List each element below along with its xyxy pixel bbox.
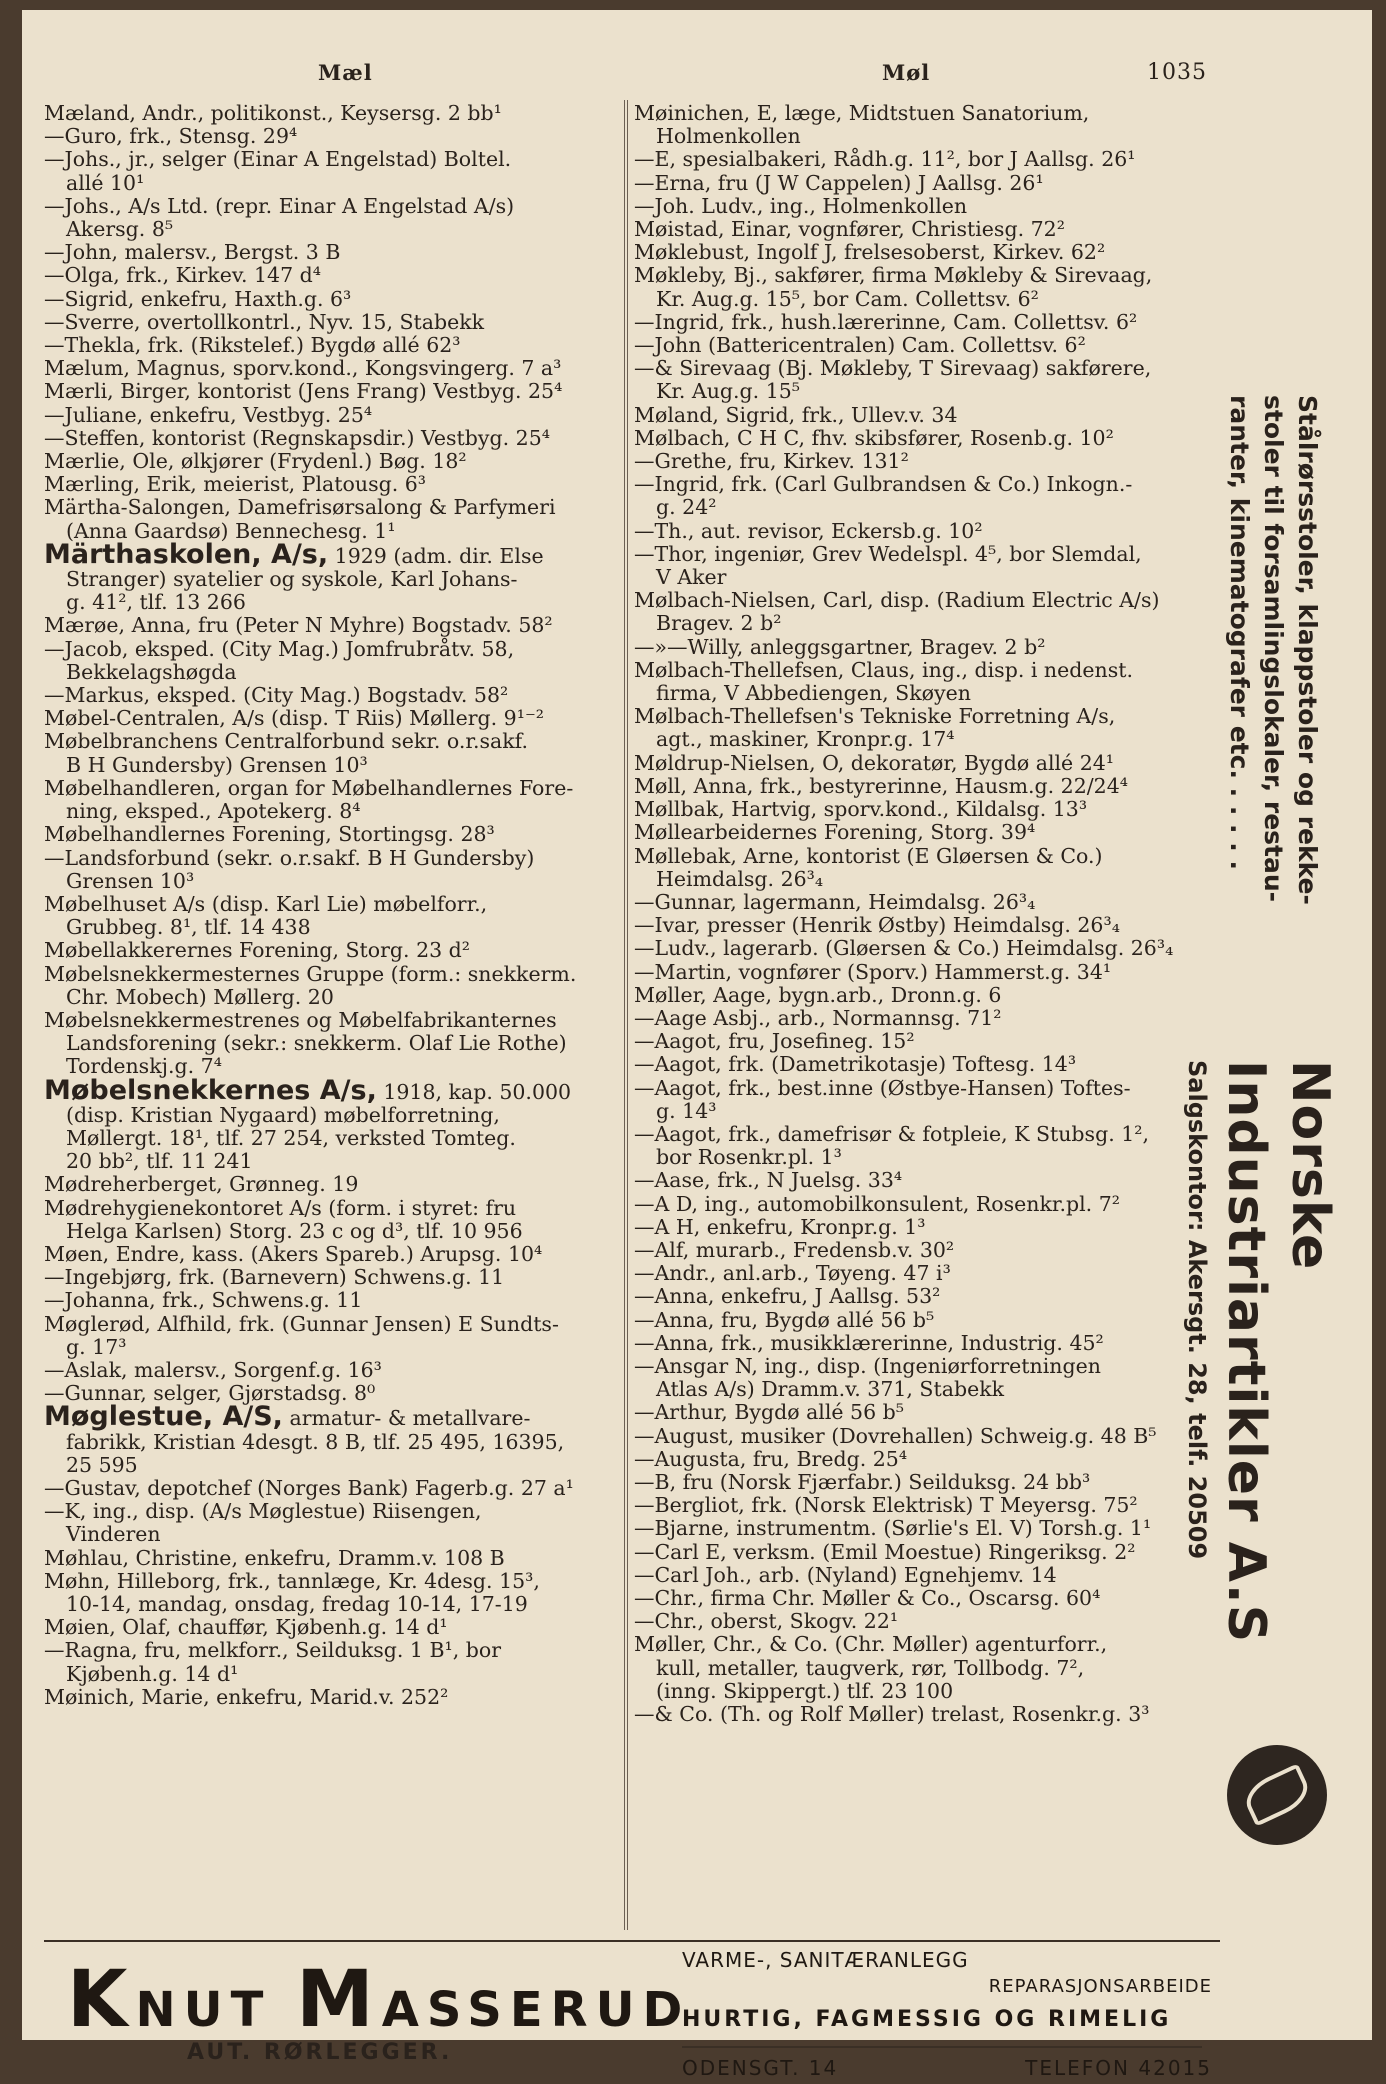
- directory-entry: [44, 1197, 619, 1243]
- entry-line: Møklebust, Ingolf J, frelsesoberst, Kirkev. 62²: [634, 240, 1106, 265]
- directory-entry: [634, 1633, 1219, 1703]
- side-ad-chairs: [1225, 395, 1324, 955]
- directory-entry: [634, 195, 1219, 218]
- directory-entry: [44, 450, 619, 473]
- entry-line: —Juliane, enkefru, Vestbyg. 25⁴: [44, 402, 373, 427]
- directory-entry: [44, 241, 619, 264]
- entry-continuation: Grubbeg. 8¹, tlf. 14 438: [66, 915, 311, 940]
- entry-continuation: fabrikk, Kristian 4desgt. 8 B, tlf. 25 495, 16395,: [66, 1429, 565, 1454]
- header-right-guide-word: Møl: [882, 60, 931, 85]
- side-ad-industriartikler: [1183, 1060, 1342, 1700]
- ad-initial-k: K: [67, 1955, 136, 2045]
- directory-entry: [634, 172, 1219, 195]
- directory-entry: [44, 1686, 619, 1709]
- page-number: 1035: [1147, 60, 1207, 85]
- entry-continuation: (disp. Kristian Nygaard) møbelforretning,: [66, 1102, 500, 1127]
- directory-entry: [634, 1425, 1219, 1448]
- directory-entry: [634, 1703, 1219, 1726]
- directory-entry: [634, 1285, 1219, 1308]
- directory-entry: [634, 1564, 1219, 1587]
- bottom-ad-rule: [44, 1940, 1220, 1942]
- directory-entry: [44, 1359, 619, 1382]
- directory-entry: [44, 1289, 619, 1312]
- entry-highlight-name: Märthaskolen, A/s,: [44, 538, 329, 570]
- directory-entry: [634, 264, 1219, 310]
- entry-line: —Aagot, frk., best.inne (Østbye-Hansen) Toftes-: [634, 1075, 1131, 1100]
- right-column: [634, 102, 1219, 1726]
- entry-line: Mærlie, Ole, ølkjører (Frydenl.) Bøg. 18²: [44, 449, 467, 474]
- entry-line: —Aagot, frk. (Dametrikotasje) Toftesg. 14³: [634, 1052, 1077, 1077]
- directory-entry: [44, 1313, 619, 1359]
- entry-line: Møhlau, Christine, enkefru, Dramm.v. 108 B: [44, 1545, 505, 1570]
- directory-entry: [634, 1309, 1219, 1332]
- entry-line: Mølbach-Thellefsen, Claus, ing., disp. i nedenst.: [634, 657, 1133, 682]
- entry-line: Møland, Sigrid, frk., Ullev.v. 34: [634, 402, 958, 427]
- entry-continuation: bor Rosenkr.pl. 1³: [656, 1145, 842, 1170]
- directory-entry: [634, 984, 1219, 1007]
- ad-phone: TELEFON 42015: [1025, 2056, 1212, 2080]
- directory-entry: [44, 1266, 619, 1289]
- directory-entry: [44, 939, 619, 962]
- entry-line: Møller, Aage, bygn.arb., Dronn.g. 6: [634, 982, 1002, 1007]
- entry-line: Møhn, Hilleborg, frk., tannlæge, Kr. 4desg. 15³,: [44, 1568, 540, 1593]
- entry-line-text: 1918, kap. 50.000: [376, 1079, 572, 1104]
- entry-line: —A H, enkefru, Kronpr.g. 1³: [634, 1214, 926, 1239]
- entry-continuation: (inng. Skippergt.) tlf. 23 100: [656, 1678, 954, 1703]
- directory-entry: [44, 1639, 619, 1685]
- directory-entry: [634, 450, 1219, 473]
- directory-entry: [634, 589, 1219, 635]
- directory-entry: [634, 775, 1219, 798]
- entry-continuation: Kjøbenh.g. 14 d¹: [66, 1661, 239, 1686]
- entry-line: Mølbach-Thellefsen's Tekniske Forretning A/s,: [634, 704, 1116, 729]
- directory-entry: [44, 1173, 619, 1196]
- directory-entry: [634, 1007, 1219, 1030]
- entry-line: Møllebak, Arne, kontorist (E Gløersen & Co.): [634, 843, 1103, 868]
- directory-page: [22, 10, 1372, 2080]
- entry-line: Møbel-Centralen, A/s (disp. T Riis) Møllerg. 9¹⁻²: [44, 706, 544, 731]
- directory-entry: [634, 404, 1219, 427]
- directory-entry: [634, 821, 1219, 844]
- directory-entry: [44, 102, 619, 125]
- ad-address: ODENSGT. 14: [682, 2056, 839, 2080]
- entry-line: [44, 538, 619, 570]
- header-left-guide-word: Mæl: [318, 60, 373, 85]
- directory-entry: [634, 1030, 1219, 1053]
- directory-entry: [634, 914, 1219, 937]
- directory-entry: [44, 1401, 619, 1477]
- entry-line: —Erna, fru (J W Cappelen) J Aallsg. 26¹: [634, 170, 1044, 195]
- directory-entry: [634, 1077, 1219, 1123]
- entry-continuation: Holmenkollen: [656, 124, 801, 149]
- directory-entry: [44, 684, 619, 707]
- side-ad-chairs-line1: Stålrørsstoler, klappstoler og rekke-: [1293, 395, 1322, 905]
- entry-line: —Andr., anl.arb., Tøyeng. 47 i³: [634, 1261, 951, 1286]
- directory-entry: [634, 961, 1219, 984]
- entry-continuation: Helga Karlsen) Storg. 23 c og d³, tlf. 10 956: [66, 1218, 523, 1243]
- entry-line: Møbellakkerernes Forening, Storg. 23 d²: [44, 938, 471, 963]
- entry-line: —B, fru (Norsk Fjærfabr.) Seilduksg. 24 bb³: [634, 1469, 1091, 1494]
- entry-line: —Gustav, depotchef (Norges Bank) Fagerb.g. 27 a¹: [44, 1475, 574, 1500]
- entry-line: Møen, Endre, kass. (Akers Spareb.) Arupsg. 10⁴: [44, 1241, 543, 1266]
- directory-entry: [44, 380, 619, 403]
- directory-entry: [44, 638, 619, 684]
- ad-initial-m: M: [296, 1955, 382, 2045]
- entry-line: —Bergliot, frk. (Norsk Elektrisk) T Meyersg. 75²: [634, 1493, 1138, 1518]
- directory-entry: [634, 891, 1219, 914]
- entry-line: Møll, Anna, frk., bestyrerinne, Hausm.g. 22/24⁴: [634, 773, 1128, 798]
- directory-entry: [634, 1262, 1219, 1285]
- entry-line: —Johanna, frk., Schwens.g. 11: [44, 1288, 363, 1313]
- directory-entry: [44, 195, 619, 241]
- directory-entry: [44, 496, 619, 542]
- entry-continuation: g. 41², tlf. 13 266: [66, 590, 246, 615]
- entry-line: —Aagot, frk., damefrisør & fotpleie, K Stubsg. 1²,: [634, 1121, 1150, 1146]
- entry-line: Møkleby, Bj., sakfører, firma Møkleby & Sirevaag,: [634, 263, 1153, 288]
- entry-line-text: 1929 (adm. dir. Else: [328, 543, 544, 568]
- directory-entry: [634, 241, 1219, 264]
- entry-line: —Aase, frk., N Juelsg. 33⁴: [634, 1168, 903, 1193]
- entry-line: —Jacob, eksped. (City Mag.) Jomfrubråtv. 58,: [44, 636, 515, 661]
- directory-entry: [44, 404, 619, 427]
- entry-line: —Thor, ingeniør, Grev Wedelspl. 4⁵, bor Slemdal,: [634, 541, 1142, 566]
- directory-entry: [634, 1587, 1219, 1610]
- entry-line: —Steffen, kontorist (Regnskapsdir.) Vestbyg. 25⁴: [44, 425, 550, 450]
- entry-line: —John, malersv., Bergst. 3 B: [44, 240, 341, 265]
- entry-line: Mølbach, C H C, fhv. skibsfører, Rosenb.g. 10²: [634, 425, 1114, 450]
- directory-entry: [634, 102, 1219, 148]
- directory-entry: [634, 473, 1219, 519]
- directory-entry: [634, 1216, 1219, 1239]
- entry-line: —Bjarne, instrumentm. (Sørlie's El. V) Torsh.g. 1¹: [634, 1516, 1152, 1541]
- directory-entry: [634, 334, 1219, 357]
- directory-entry: [634, 798, 1219, 821]
- entry-continuation: Landsforening (sekr.: snekkerm. Olaf Lie Rothe): [66, 1031, 567, 1056]
- directory-entry: [634, 1355, 1219, 1401]
- ad-contact: [682, 2056, 1212, 2084]
- entry-line: —Carl Joh., arb. (Nyland) Egnehjemv. 14: [634, 1562, 1057, 1587]
- entry-line: —Aage Asbj., arb., Normannsg. 71²: [634, 1005, 1002, 1030]
- entry-line: —Th., aut. revisor, Eckersb.g. 10²: [634, 518, 983, 543]
- entry-line: —Anna, frk., musikklærerinne, Industrig. 45²: [634, 1330, 1104, 1355]
- entry-line: —Ingebjørg, frk. (Barnevern) Schwens.g. 11: [44, 1265, 505, 1290]
- entry-continuation: V Aker: [656, 565, 727, 590]
- side-ad-chairs-line2: stoler til forsamlingslokaler, restau-: [1259, 395, 1288, 903]
- entry-continuation: Akersg. 8⁵: [66, 217, 174, 242]
- directory-entry: [634, 845, 1219, 891]
- entry-line: —E, spesialbakeri, Rådh.g. 11², bor J Aallsg. 26¹: [634, 147, 1136, 172]
- entry-line: [44, 1074, 619, 1106]
- side-ad-brand: Norske Industriartikler A.S: [1216, 1060, 1340, 1644]
- entry-line: Møller, Chr., & Co. (Chr. Møller) agenturforr.,: [634, 1632, 1108, 1657]
- column-divider: [624, 100, 625, 1930]
- entry-line: Møbelhandleren, organ for Møbelhandlernes Fore-: [44, 775, 574, 800]
- entry-line: —& Co. (Th. og Rolf Møller) trelast, Rosenkr.g. 3³: [634, 1702, 1150, 1727]
- entry-line: —Ansgar N, ing., disp. (Ingeniørforretningen: [634, 1353, 1101, 1378]
- directory-entry: [44, 1547, 619, 1570]
- entry-line: —Alf, murarb., Fredensb.v. 30²: [634, 1237, 955, 1262]
- entry-line: —Carl E, verksm. (Emil Moestue) Ringeriksg. 2²: [634, 1539, 1136, 1564]
- directory-entry: [44, 357, 619, 380]
- entry-line: Mølbach-Nielsen, Carl, disp. (Radium Electric A/s): [634, 588, 1160, 613]
- entry-line: —August, musiker (Dovrehallen) Schweig.g. 48 B⁵: [634, 1423, 1157, 1448]
- entry-continuation: Stranger) syatelier og syskole, Karl Johans-: [66, 567, 518, 592]
- ad-repairs: REPARASJONSARBEIDE: [988, 1976, 1212, 1997]
- entry-line: Märtha-Salongen, Damefrisørsalong & Parfymeri: [44, 495, 556, 520]
- directory-entry: [634, 636, 1219, 659]
- directory-entry: [44, 288, 619, 311]
- side-ad-sales-office: Salgskontor: Akersgt. 28, telf. 20509: [1183, 1060, 1211, 1560]
- entry-line: —Augusta, fru, Bredg. 25⁴: [634, 1446, 908, 1471]
- directory-entry: [634, 937, 1219, 960]
- entry-line: —Sigrid, enkefru, Haxth.g. 6³: [44, 286, 352, 311]
- directory-entry: [634, 427, 1219, 450]
- entry-continuation: allé 10¹: [66, 170, 145, 195]
- entry-line: —Aagot, fru, Josefineg. 15²: [634, 1029, 915, 1054]
- entry-continuation: Bekkelagshøgda: [66, 659, 237, 684]
- directory-entry: [44, 1477, 619, 1500]
- directory-entry: [634, 148, 1219, 171]
- directory-entry: [634, 1517, 1219, 1540]
- directory-entry: [634, 1610, 1219, 1633]
- entry-line: Møbelsnekkermesternes Gruppe (form.: snekkerm.: [44, 961, 577, 986]
- entry-line: Mødrehygienekontoret A/s (form. i styret: fru: [44, 1195, 517, 1220]
- directory-entry: [634, 357, 1219, 403]
- directory-entry: [44, 847, 619, 893]
- entry-line: —Landsforbund (sekr. o.r.sakf. B H Gundersby): [44, 845, 535, 870]
- directory-entry: [634, 1471, 1219, 1494]
- entry-line: —Johs., jr., selger (Einar A Engelstad) Boltel.: [44, 147, 512, 172]
- directory-entry: [44, 707, 619, 730]
- entry-line: Møbelhuset A/s (disp. Karl Lie) møbelforr.,: [44, 891, 488, 916]
- entry-line: —»—Willy, anleggsgartner, Bragev. 2 b²: [634, 634, 1046, 659]
- entry-continuation: 20 bb², tlf. 11 241: [66, 1149, 253, 1174]
- ad-services: VARME-, SANITÆRANLEGG: [682, 1948, 969, 1972]
- directory-entry: [634, 1541, 1219, 1564]
- entry-continuation: 25 595: [66, 1452, 138, 1477]
- entry-line: —Chr., firma Chr. Møller & Co., Oscarsg. 60⁴: [634, 1586, 1101, 1610]
- entry-line: Mærli, Birger, kontorist (Jens Frang) Vestbyg. 25⁴: [44, 379, 563, 404]
- entry-line: —John (Battericentralen) Cam. Collettsv. 6²: [634, 333, 1086, 358]
- entry-line: [44, 1401, 619, 1433]
- entry-line: —Ludv., lagerarb. (Gløersen & Co.) Heimdalsg. 26³₄: [634, 936, 1174, 961]
- directory-entry: [634, 1332, 1219, 1355]
- entry-continuation: g. 14³: [656, 1098, 717, 1123]
- bottom-ad-details: [682, 1948, 1212, 2084]
- entry-line: —Joh. Ludv., ing., Holmenkollen: [634, 193, 968, 218]
- company-logo-icon: [1227, 1745, 1327, 1845]
- directory-entry: [634, 1053, 1219, 1076]
- directory-entry: [634, 1401, 1219, 1424]
- entry-continuation: Atlas A/s) Dramm.v. 371, Stabekk: [656, 1377, 1005, 1402]
- entry-line: —Anna, enkefru, J Aallsg. 53²: [634, 1284, 941, 1309]
- directory-entry: [44, 730, 619, 776]
- entry-continuation: Chr. Mobech) Møllerg. 20: [66, 984, 334, 1009]
- entry-line: —Guro, frk., Stensg. 29⁴: [44, 124, 298, 149]
- directory-entry: [634, 520, 1219, 543]
- entry-line: —Thekla, frk. (Rikstelef.) Bygdø allé 62³: [44, 333, 461, 358]
- directory-entry: [634, 218, 1219, 241]
- directory-entry: [44, 473, 619, 496]
- entry-line: —Aslak, malersv., Sorgenf.g. 16³: [44, 1357, 382, 1382]
- entry-continuation: g. 24²: [656, 495, 717, 520]
- directory-entry: [44, 1074, 619, 1174]
- entry-line: —Ingrid, frk. (Carl Gulbrandsen & Co.) Inkogn.-: [634, 472, 1133, 497]
- entry-line: —Olga, frk., Kirkev. 147 d⁴: [44, 263, 321, 288]
- directory-entry: [634, 1169, 1219, 1192]
- entry-line: Mælum, Magnus, sporv.kond., Kongsvingerg. 7 a³: [44, 356, 562, 381]
- bottom-ad-company-name: [67, 1955, 690, 2045]
- directory-entry: [44, 311, 619, 334]
- entry-continuation: Heimdalsg. 26³₄: [656, 866, 824, 891]
- entry-line: —Arthur, Bygdø allé 56 b⁵: [634, 1400, 905, 1425]
- entry-continuation: agt., maskiner, Kronpr.g. 17⁴: [656, 727, 955, 752]
- entry-line: Møbelbranchens Centralforbund sekr. o.r.sakf.: [44, 729, 529, 754]
- entry-continuation: Møllergt. 18¹, tlf. 27 254, verksted Tomteg.: [66, 1125, 516, 1150]
- entry-line: —Anna, fru, Bygdø allé 56 b⁵: [634, 1307, 935, 1332]
- entry-line: Mæland, Andr., politikonst., Keysersg. 2 bb¹: [44, 101, 502, 125]
- directory-entry: [634, 1239, 1219, 1262]
- entry-line: —Gunnar, selger, Gjørstadsg. 8⁰: [44, 1381, 376, 1406]
- entry-line: Møllearbeidernes Forening, Storg. 39⁴: [634, 820, 1036, 845]
- directory-entry: [44, 334, 619, 357]
- directory-entry: [44, 614, 619, 637]
- column-divider-inner: [627, 100, 628, 1930]
- directory-entry: [44, 148, 619, 194]
- entry-line: —Johs., A/s Ltd. (repr. Einar A Engelstad A/s): [44, 193, 515, 218]
- entry-line: —Ivar, presser (Henrik Østby) Heimdalsg. 26³₄: [634, 913, 1120, 938]
- directory-entry: [44, 538, 619, 615]
- entry-line: —Sverre, overtollkontrl., Nyv. 15, Stabekk: [44, 309, 485, 334]
- entry-continuation: Grensen 10³: [66, 868, 195, 893]
- entry-continuation: g. 17³: [66, 1334, 127, 1359]
- directory-entry: [44, 893, 619, 939]
- left-column: [44, 102, 619, 1709]
- entry-continuation: Kr. Aug.g. 15⁵: [656, 379, 801, 404]
- directory-entry: [634, 1193, 1219, 1216]
- entry-line: Mærøe, Anna, fru (Peter N Myhre) Bogstadv. 58²: [44, 613, 553, 638]
- entry-line: —Markus, eksped. (City Mag.) Bogstadv. 58²: [44, 683, 509, 708]
- entry-line: —& Sirevaag (Bj. Møkleby, T Sirevaag) sakførere,: [634, 356, 1152, 381]
- entry-line: Møistad, Einar, vognfører, Christiesg. 72²: [634, 217, 1065, 242]
- entry-line: Møien, Olaf, chauffør, Kjøbenh.g. 14 d¹: [44, 1615, 448, 1640]
- entry-line: —Chr., oberst, Skogv. 22¹: [634, 1609, 899, 1634]
- directory-entry: [44, 1009, 619, 1079]
- entry-continuation: firma, V Abbediengen, Skøyen: [656, 681, 971, 706]
- entry-line-text: armatur- & metallvare-: [282, 1406, 531, 1431]
- directory-entry: [634, 543, 1219, 589]
- directory-entry: [44, 427, 619, 450]
- directory-entry: [634, 705, 1219, 751]
- directory-entry: [634, 1494, 1219, 1517]
- entry-highlight-name: Møglestue, A/S,: [44, 1401, 283, 1433]
- entry-line: —Ingrid, frk., hush.lærerinne, Cam. Collettsv. 6²: [634, 309, 1138, 334]
- entry-line: Møbelhandlernes Forening, Stortingsg. 28³: [44, 822, 495, 847]
- directory-entry: [44, 1500, 619, 1546]
- directory-entry: [634, 311, 1219, 334]
- entry-line: —Martin, vognfører (Sporv.) Hammerst.g. 34¹: [634, 959, 1112, 984]
- entry-continuation: kull, metaller, taugverk, rør, Tollbodg. 7²,: [656, 1655, 1085, 1680]
- entry-line: —Grethe, fru, Kirkev. 131²: [634, 449, 909, 474]
- directory-entry: [44, 823, 619, 846]
- entry-continuation: B H Gundersby) Grensen 10³: [66, 752, 368, 777]
- entry-continuation: 10-14, mandag, onsdag, fredag 10-14, 17-19: [66, 1592, 528, 1616]
- entry-continuation: Kr. Aug.g. 15⁵, bor Cam. Collettsv. 6²: [656, 286, 1039, 311]
- ad-name-part2: ASSERUD: [381, 1982, 691, 2038]
- directory-entry: [44, 777, 619, 823]
- directory-entry: [44, 264, 619, 287]
- entry-line: Mødreherberget, Grønneg. 19: [44, 1172, 359, 1197]
- entry-continuation: ning, eksped., Apotekerg. 8⁴: [66, 799, 361, 824]
- directory-entry: [634, 659, 1219, 705]
- entry-line: Møldrup-Nielsen, O, dekoratør, Bygdø allé 24¹: [634, 750, 1115, 775]
- entry-line: Møinich, Marie, enkefru, Marid.v. 252²: [44, 1684, 449, 1709]
- directory-entry: [44, 1570, 619, 1616]
- directory-entry: [634, 1448, 1219, 1471]
- entry-line: Møllbak, Hartvig, sporv.kond., Kildalsg. 13³: [634, 797, 1088, 822]
- ad-name-part1: NUT: [135, 1982, 297, 2038]
- side-ad-chairs-line3: ranter, kinematografer etc. . . . . .: [1225, 395, 1254, 870]
- directory-entry: [44, 963, 619, 1009]
- entry-highlight-name: Møbelsnekkernes A/s,: [44, 1074, 377, 1106]
- entry-line: Møinichen, E, læge, Midtstuen Sanatorium,: [634, 101, 1090, 125]
- entry-line: —A D, ing., automobilkonsulent, Rosenkr.pl. 7²: [634, 1191, 1120, 1216]
- bottom-ad-trade: AUT. RØRLEGGER.: [187, 2040, 453, 2065]
- entry-line: Møglerød, Alfhild, frk. (Gunnar Jensen) E Sundts-: [44, 1311, 559, 1336]
- directory-entry: [44, 125, 619, 148]
- entry-continuation: Vinderen: [66, 1522, 161, 1547]
- directory-entry: [44, 1243, 619, 1266]
- ad-slogan: HURTIG, FAGMESSIG OG RIMELIG: [682, 2007, 1172, 2032]
- directory-entry: [634, 1123, 1219, 1169]
- entry-line: —K, ing., disp. (A/s Møglestue) Riisengen,: [44, 1499, 482, 1524]
- ad-separator: [682, 2046, 1202, 2048]
- entry-continuation: Bragev. 2 b²: [656, 611, 782, 636]
- entry-line: Mærling, Erik, meierist, Platousg. 6³: [44, 472, 427, 497]
- entry-continuation: Tordenskj.g. 7⁴: [66, 1054, 222, 1079]
- directory-entry: [44, 1616, 619, 1639]
- entry-line: Møbelsnekkermestrenes og Møbelfabrikanternes: [44, 1007, 557, 1032]
- entry-line: —Gunnar, lagermann, Heimdalsg. 26³₄: [634, 889, 1036, 914]
- entry-continuation: (Anna Gaardsø) Bennechesg. 1¹: [66, 518, 396, 543]
- directory-entry: [634, 752, 1219, 775]
- entry-line: —Ragna, fru, melkforr., Seilduksg. 1 B¹, bor: [44, 1638, 502, 1663]
